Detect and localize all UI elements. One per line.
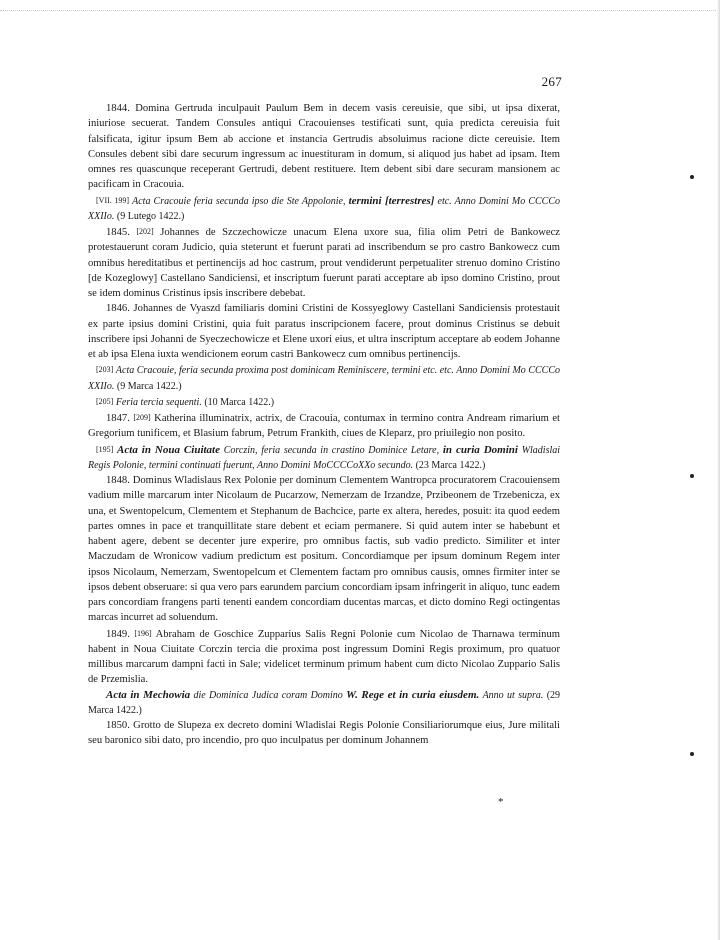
session-heading: [88, 193, 560, 225]
heading-bold: W. Rege et in curia eiusdem.: [346, 688, 480, 701]
heading-italic: Anno ut supra.: [482, 689, 544, 701]
session-heading: [88, 394, 560, 410]
entry-1848: [88, 473, 560, 626]
heading-italic: Acta Cracouie feria secunda ipso die Ste Appolonie,: [132, 195, 346, 207]
heading-date: (9 Lutego 1422.): [116, 210, 185, 222]
heading-italic: die Dominica Judica coram Domino: [193, 689, 343, 701]
source-ref: [205]: [96, 396, 114, 406]
footer-mark: *: [498, 796, 504, 808]
scan-speck: [690, 175, 694, 179]
entry-number: 1847.: [106, 413, 130, 424]
heading-italic: Corczin, feria secunda in crastino Dominice Letare,: [223, 444, 440, 456]
scan-speck: [690, 752, 694, 756]
entry-1846: [88, 301, 560, 362]
heading-bold: termini [terrestres]: [348, 194, 435, 207]
entry-1847: [88, 410, 560, 442]
entry-1849: [88, 626, 560, 688]
heading-bold: in curia Domini: [442, 443, 518, 456]
entry-number: 1845.: [106, 227, 130, 238]
heading-bold: Acta in Noua Ciuitate: [117, 443, 220, 456]
scan-speck: [690, 474, 694, 478]
source-ref: [VII. 199]: [96, 195, 130, 205]
entry-1845: [88, 224, 560, 301]
heading-date: (10 Marca 1422.): [204, 396, 275, 408]
entry-text: Johannes de Szczechowicze unacum Elena uxore sua, filia olim Petri de Bankowecz protestauerunt coram Judicio, quia steterunt et fuerunt parati ad inscribendum se pro castro Bankowecz cum omnibus hereditatibus et pertinencijs ad hoc castrum, prout vendiderunt perpetualiter strenuo domino Cristino [de Kozeglowy] Castellano Sandiciensi, et inscriptum fuerunt parati acceptare ab ipso domino Cristino, prout se idem dominus Cristinus ipsis inscribere debebat.: [88, 227, 560, 299]
entry-number: 1849.: [106, 628, 130, 640]
session-heading: [88, 688, 560, 719]
heading-italic: Wladislai Regis Polonie, termini continuati fuerunt, Anno Domini MoCCCCoXXo secundo.: [88, 444, 561, 471]
heading-italic: Acta Cracouie, feria secunda proxima post dominicam Reminiscere, termini etc. etc. Anno Domini Mo CCCCo XXIIo.: [88, 365, 561, 392]
source-ref: [196]: [134, 628, 152, 638]
entry-text: Abraham de Goschice Zupparius Salis Regni Polonie cum Nicolao de Tharnawa terminum habent in Noua Ciuitate Corczin tercia die proxima post ingressum Domini Regis proximum, pro quatuor millibus marcarum dampni facti in Sale; videlicet terminum primum habent cum dicto Nicolao Zuppario Salis de Przemislia.: [88, 628, 560, 686]
heading-date: (23 Marca 1422.): [415, 459, 486, 471]
entry-text: 1850. Grotto de Slupeza ex decreto domini Wladislai Regis Polonie Consiliariorumque eius, Jure militali seu baronico sibi dato, pro incendio, pro quo inculpatus per dominum Johannem: [88, 720, 560, 747]
entry-1850: [88, 718, 560, 749]
session-heading: [88, 442, 560, 474]
source-ref: [195]: [96, 444, 114, 454]
entry-text: Katherina illuminatrix, actrix, de Cracouia, contumax in termino contra Andream rimarium et Gregorium tunificem, et Blasium fabrum, Petrum Frankith, ciues de Kleparz, pro priuilegio non posito.: [88, 413, 560, 440]
scan-edge-top: [0, 0, 720, 11]
entry-text: 1848. Dominus Wladislaus Rex Polonie per dominum Clementem Wantropca procuratorem Cracouiensem vadium mille marcarum inter Nicolaum de Pucarzow, Nemerzam de Irzandze, Przibeonem de Trzebenicza, ex una, et Swentopelcum, Clementem et Stephanum de Bachcice, parte ex altera, heredes, posuit: ita quod eedem partes omnes in pace et tranquillitate stare debent et eciam permanere. Si quid autem inter se habebunt et habent agere, debent se decenter jure experire, pro omnibus factis, sub vadio predicto. Similiter et inter Maczudam de Wronicow vadium predictum est positum. Concordiamque per ipsum dominum Regem inter ipsos Nicolaum, Nemerzam, Swentopelcum et Clementem factam pro omnibus causis, omnes firmiter inter se ipsos debent obseruare: si qua vero pars earundem parcium concordiam ipsam infringerit in aliquo, tunc eadem pars concordiam frangens parti tenenti eandem concordiam ducentas marcas, et dicto domino Regi octingentas marcas incurret ad soluendum.: [88, 475, 560, 624]
session-heading: [88, 362, 560, 394]
heading-italic: etc. Anno Domini Mo CCCCo XXIIo.: [88, 195, 560, 222]
heading-italic: Feria tercia sequenti.: [115, 396, 202, 408]
heading-date: (9 Marca 1422.): [116, 380, 182, 392]
heading-bold: Acta in Mechowia: [106, 688, 191, 701]
source-ref: [203]: [96, 365, 114, 375]
entry-text: 1846. Johannes de Vyaszd familiaris domini Cristini de Kossyeglowy Castellani Sandiciensis protestauit ex parte ipsius domini Cristini, quia fuit paratus inscripcionem facere, prout dominus Cristinus se debuit inscribere ipsi Johanni de Syeczechowicze et Elene uxori eius, et ultra inscriptum acceptare ab eodem Johanne et ab ipsa Elena iuxta wendicionem eorum castri Bankowecz cum omnibus pertinencijs.: [88, 303, 560, 360]
source-ref: [209]: [133, 413, 151, 422]
entry-1844: [88, 101, 560, 193]
document-body: [88, 101, 560, 749]
entry-text: 1844. Domina Gertruda inculpauit Paulum Bem in decem vasis cereuisie, que sibi, ut ipsa dixerat, iniuriose secuerat. Tandem Consules antiqui Cracouienses testificati sunt, quia predicta cereuisia fuit falsificata, igitur ipsum Bem ab accione et instancia Gertrudis absoluimus racione dicte cereuisie. Item Consules debent sibi dare securum ingressum ac inuestituram in domum, si aliquod jus habet ad ipsam. Item omnes res quascunque receperant Gertrudi, debent restituere. Item debent sibi dare securam mansionem ac pacificam in Cracouia.: [88, 103, 560, 191]
heading-date: (29 Marca 1422.): [88, 689, 561, 716]
source-ref: [202]: [136, 227, 154, 236]
page-number: 267: [541, 74, 562, 89]
